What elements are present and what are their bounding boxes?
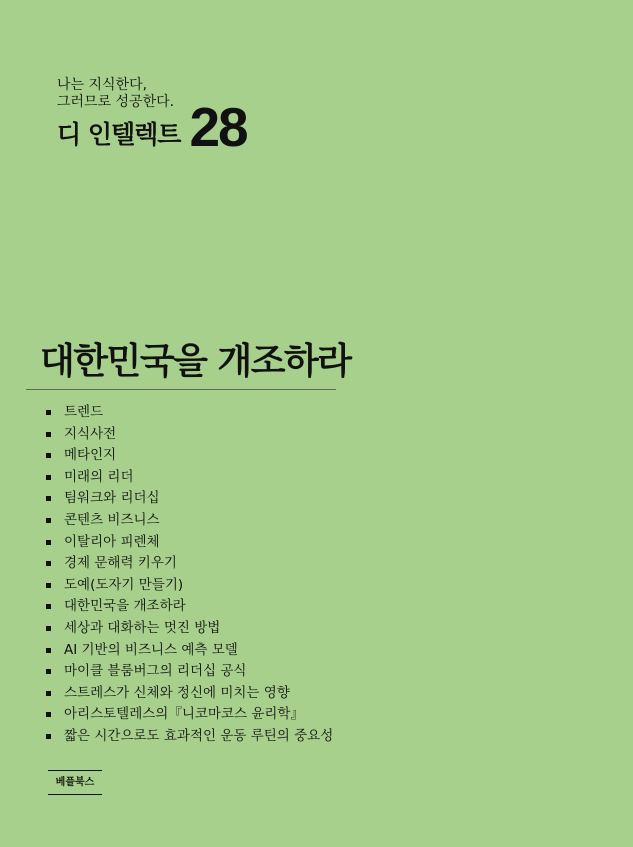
list-item-label: 경제 문해력 키우기: [64, 555, 177, 572]
tagline-line-1: 나는 지식한다,: [57, 77, 148, 93]
title-divider: [26, 389, 336, 390]
bullet-square-icon: [46, 604, 51, 609]
list-item: [45, 510, 333, 532]
list-item-label: 메타인지: [64, 447, 117, 464]
publisher-logo: 베플북스: [48, 770, 102, 795]
bullet-square-icon: [46, 648, 51, 653]
book-title: 대한민국을 개조하라: [40, 341, 351, 382]
list-item-label: 도예(도자기 만들기): [64, 576, 184, 593]
list-item: [45, 640, 333, 662]
bullet-square-icon: [46, 691, 51, 696]
series-name: 디 인텔렉트: [57, 120, 181, 149]
list-item-label: 세상과 대화하는 멋진 방법: [64, 619, 221, 636]
bullet-square-icon: [46, 518, 51, 523]
list-item: [45, 488, 333, 510]
list-item: [45, 596, 333, 618]
list-item: [45, 683, 333, 705]
list-item: [45, 402, 333, 424]
bullet-square-icon: [46, 432, 51, 437]
list-item: [45, 553, 333, 575]
bullet-square-icon: [46, 626, 51, 631]
list-item: [45, 726, 333, 748]
list-item: [45, 575, 333, 597]
bullet-square-icon: [46, 583, 51, 588]
bullet-square-icon: [46, 712, 51, 717]
bullet-square-icon: [46, 410, 51, 415]
list-item-label: 트렌드: [64, 404, 104, 420]
list-item-label: 미래의 리더: [64, 468, 134, 485]
list-item-label: 이탈리아 피렌체: [64, 533, 160, 550]
series-number: 28: [189, 96, 247, 158]
list-item: [45, 618, 333, 640]
list-item-label: 짧은 시간으로도 효과적인 운동 루틴의 중요성: [64, 727, 334, 744]
bullet-square-icon: [46, 475, 51, 480]
list-item-label: 팀워크와 리더십: [64, 490, 160, 507]
list-item-label: AI 기반의 비즈니스 예측 모델: [64, 641, 238, 658]
bullet-square-icon: [46, 734, 51, 739]
bullet-square-icon: [46, 669, 51, 674]
bullet-square-icon: [46, 540, 51, 545]
list-item: [45, 467, 333, 489]
tagline-line-2: 그러므로 성공한다.: [57, 94, 175, 110]
contents-list: [45, 402, 333, 748]
list-item: [45, 661, 333, 683]
list-item-label: 지식사전: [64, 425, 117, 442]
list-item-label: 마이클 블룸버그의 리더십 공식: [64, 663, 247, 680]
list-item-label: 대한민국을 개조하라: [64, 598, 186, 615]
bullet-square-icon: [46, 453, 51, 458]
list-item: [45, 704, 333, 726]
bullet-square-icon: [46, 496, 51, 501]
list-item: [45, 532, 333, 554]
list-item-label: 스트레스가 신체와 정신에 미치는 영향: [64, 684, 290, 701]
list-item: [45, 424, 333, 446]
list-item-label: 콘텐츠 비즈니스: [64, 511, 160, 528]
list-item-label: 아리스토텔레스의『니코마코스 윤리학』: [64, 706, 304, 723]
series-heading: [57, 96, 247, 158]
bullet-square-icon: [46, 561, 51, 566]
list-item: [45, 445, 333, 467]
